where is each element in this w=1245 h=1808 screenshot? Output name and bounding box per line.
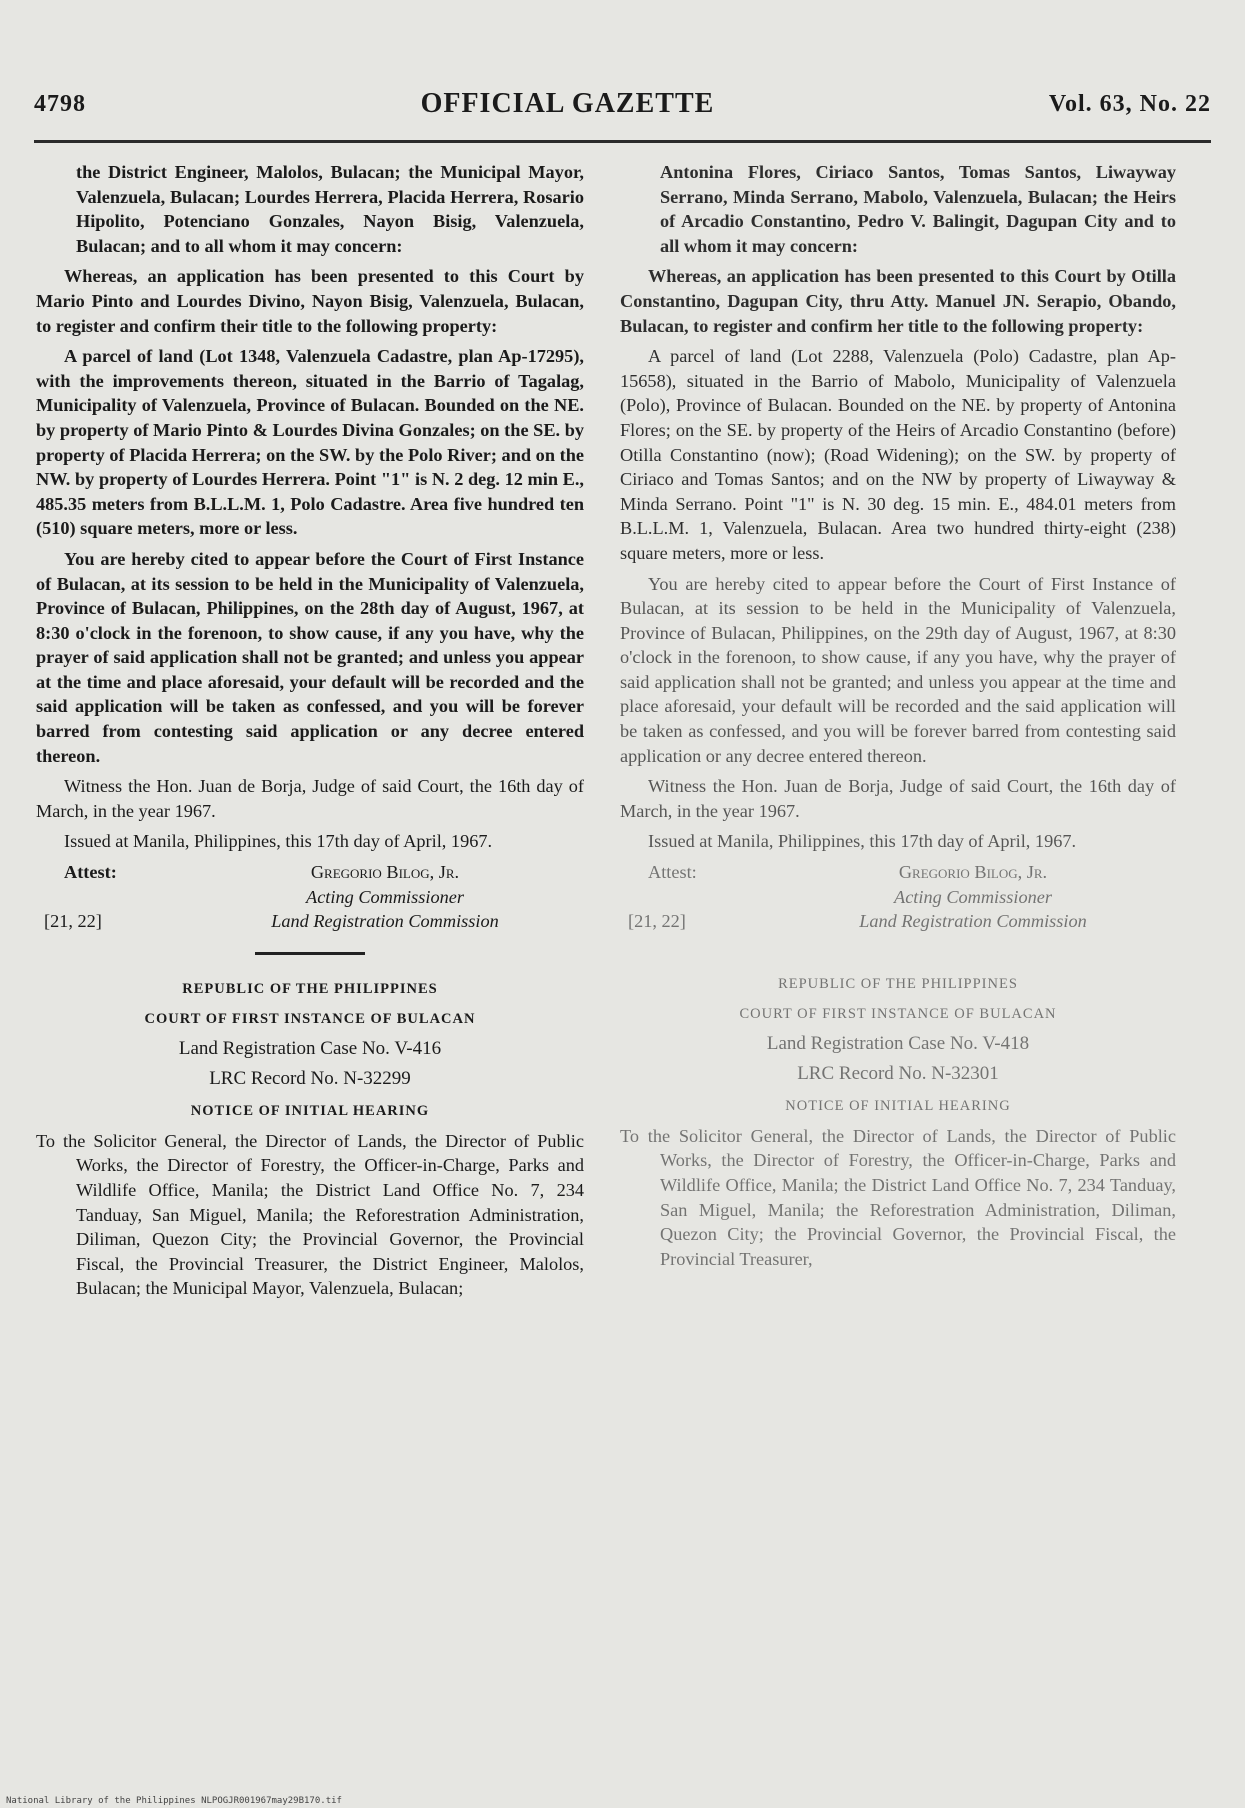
- signer-title: Acting Commissioner: [894, 886, 1052, 907]
- parcel-description: A parcel of land (Lot 2288, Valenzuela (Polo) Cadastre, plan Ap-15658), situated in the Barrio of Mabolo, Municipality of Valenzuela (Polo), Province of Bulacan. Bounded on the NE. by property of Antonina Flores; on the SE. by property of the Heirs of Arcadio Constantino (before) Otilla Constantino (now); (Road Widening); on the SW. by property of Ciriaco and Tomas Santos; and on the NW by property of Liwayway & Minda Serrano. Point "1" is N. 30 deg. 15 min. E., 484.01 meters from B.L.L.M. 1, Valenzuela, Bulacan. Area two hundred thirty-eight (238) square meters, more or less.: [620, 346, 1176, 563]
- page-header: [34, 84, 1211, 124]
- left-column: [36, 160, 584, 1307]
- issued-paragraph: Issued at Manila, Philippines, this 17th day of April, 1967.: [648, 831, 1077, 852]
- notice-title: NOTICE OF INITIAL HEARING: [785, 1097, 1011, 1114]
- attest-label: Attest:: [64, 862, 117, 883]
- whereas-paragraph: Whereas, an application has been presented to this Court by Otilla Constantino, Dagupan City, thru Atty. Manuel JN. Serapio, Obando, Bulacan, to register and confirm her title to the following property:: [620, 266, 1176, 336]
- signature-block: [36, 860, 584, 934]
- to-addressees: To the Solicitor General, the Director of Lands, the Director of Public Works, the Director of Forestry, the Officer-in-Charge, Parks and Wildlife Office, Manila; the District Land Office No. 7, 234 Tanduay, San Miguel, Manila; the Reforestration Administration, Diliman, Quezon City; the Provincial Governor, the Provincial Fiscal, the Provincial Treasurer, the District Engineer, Malolos, Bulacan; the Municipal Mayor, Valenzuela, Bulacan;: [36, 1130, 584, 1299]
- lrc-record: LRC Record No. N-32301: [797, 1062, 999, 1084]
- issued-paragraph: Issued at Manila, Philippines, this 17th day of April, 1967.: [64, 831, 493, 852]
- signer-title: Acting Commissioner: [306, 886, 464, 907]
- issue-reference: [21, 22]: [628, 911, 686, 932]
- section-divider: [255, 952, 365, 955]
- page-number: 4798: [34, 90, 86, 117]
- court-heading: COURT OF FIRST INSTANCE OF BULACAN: [144, 1010, 476, 1027]
- whereas-paragraph: Whereas, an application has been presented to this Court by Mario Pinto and Lourdes Divino, Nayon Bisig, Valenzuela, Bulacan, to register and confirm their title to the following property:: [36, 266, 584, 336]
- publication-title: OFFICIAL GAZETTE: [420, 88, 715, 119]
- scan-credit: National Library of the Philippines NLPOGJR001967may29B170.tif: [6, 1796, 342, 1806]
- signer-office: Land Registration Commission: [271, 911, 499, 932]
- parcel-description: A parcel of land (Lot 1348, Valenzuela Cadastre, plan Ap-17295), with the improvements thereon, situated in the Barrio of Tagalag, Municipality of Valenzuela, Province of Bulacan. Bounded on the NE. by property of Mario Pinto & Lourdes Divina Gonzales; on the SE. by property of Placida Herrera; on the SW. by the Polo River; and on the NW. by property of Lourdes Herrera. Point "1" is N. 2 deg. 12 min E., 485.35 meters from B.L.L.M. 1, Polo Cadastre. Area five hundred ten (510) square meters, more or less.: [36, 346, 584, 539]
- citation-paragraph: You are hereby cited to appear before the Court of First Instance of Bulacan, at its session to be held in the Municipality of Valenzuela, Province of Bulacan, Philippines, on the 29th day of August, 1967, at 8:30 o'clock in the forenoon, to show cause, if any you have, why the prayer of said application shall not be granted; and unless you appear at the time and place aforesaid, your default will be recorded and the said application will be taken as confessed, and you will be forever barred from contesting said application or any decree entered thereon.: [620, 573, 1176, 766]
- header-rule: [34, 140, 1211, 143]
- signer-name: Gregorio Bilog, Jr.: [898, 862, 1048, 883]
- witness-paragraph: Witness the Hon. Juan de Borja, Judge of said Court, the 16th day of March, in the year 1967.: [36, 776, 584, 821]
- signature-block: [620, 860, 1176, 934]
- lrc-record: LRC Record No. N-32299: [209, 1067, 411, 1089]
- addressees-continued: Antonina Flores, Ciriaco Santos, Tomas Santos, Liwayway Serrano, Minda Serrano, Mabolo, Valenzuela, Bulacan; the Heirs of Arcadio Constantino, Pedro V. Balingit, Dagupan City and to all whom it may concern:: [660, 162, 1176, 256]
- addressees-continued: the District Engineer, Malolos, Bulacan; the Municipal Mayor, Valenzuela, Bulacan; Lourdes Herrera, Placida Herrera, Rosario Hipolito, Potenciano Gonzales, Nayon Bisig, Valenzuela, Bulacan; and to all whom it may concern:: [76, 162, 584, 256]
- court-heading: COURT OF FIRST INSTANCE OF BULACAN: [739, 1005, 1057, 1022]
- right-column: [620, 160, 1176, 1277]
- volume-issue: Vol. 63, No. 22: [1048, 90, 1211, 117]
- to-addressees: To the Solicitor General, the Director of Lands, the Director of Public Works, the Director of Forestry, the Officer-in-Charge, Parks and Wildlife Office, Manila; the District Land Office No. 7, 234 Tanduay, San Miguel, Manila; the Reforestration Administration, Diliman, Quezon City; the Provincial Governor, the Provincial Fiscal, the Provincial Treasurer,: [620, 1125, 1176, 1269]
- signer-name: Gregorio Bilog, Jr.: [310, 862, 460, 883]
- notice-title: NOTICE OF INITIAL HEARING: [190, 1102, 430, 1119]
- case-number: Land Registration Case No. V-416: [178, 1037, 442, 1059]
- witness-paragraph: Witness the Hon. Juan de Borja, Judge of said Court, the 16th day of March, in the year 1967.: [620, 776, 1176, 821]
- citation-paragraph: You are hereby cited to appear before the Court of First Instance of Bulacan, at its session to be held in the Municipality of Valenzuela, Province of Bulacan, Philippines, on the 28th day of August, 1967, at 8:30 o'clock in the forenoon, to show cause, if any you have, why the prayer of said application shall not be granted; and unless you appear at the time and place aforesaid, your default will be recorded and the said application will be taken as confessed, and you will be forever barred from contesting said application or any decree entered thereon.: [36, 548, 584, 766]
- attest-label: Attest:: [648, 862, 697, 883]
- issue-reference: [21, 22]: [44, 911, 102, 932]
- case-number: Land Registration Case No. V-418: [766, 1032, 1030, 1054]
- republic-heading: REPUBLIC OF THE PHILIPPINES: [182, 980, 438, 997]
- signer-office: Land Registration Commission: [859, 911, 1087, 932]
- republic-heading: REPUBLIC OF THE PHILIPPINES: [778, 975, 1018, 992]
